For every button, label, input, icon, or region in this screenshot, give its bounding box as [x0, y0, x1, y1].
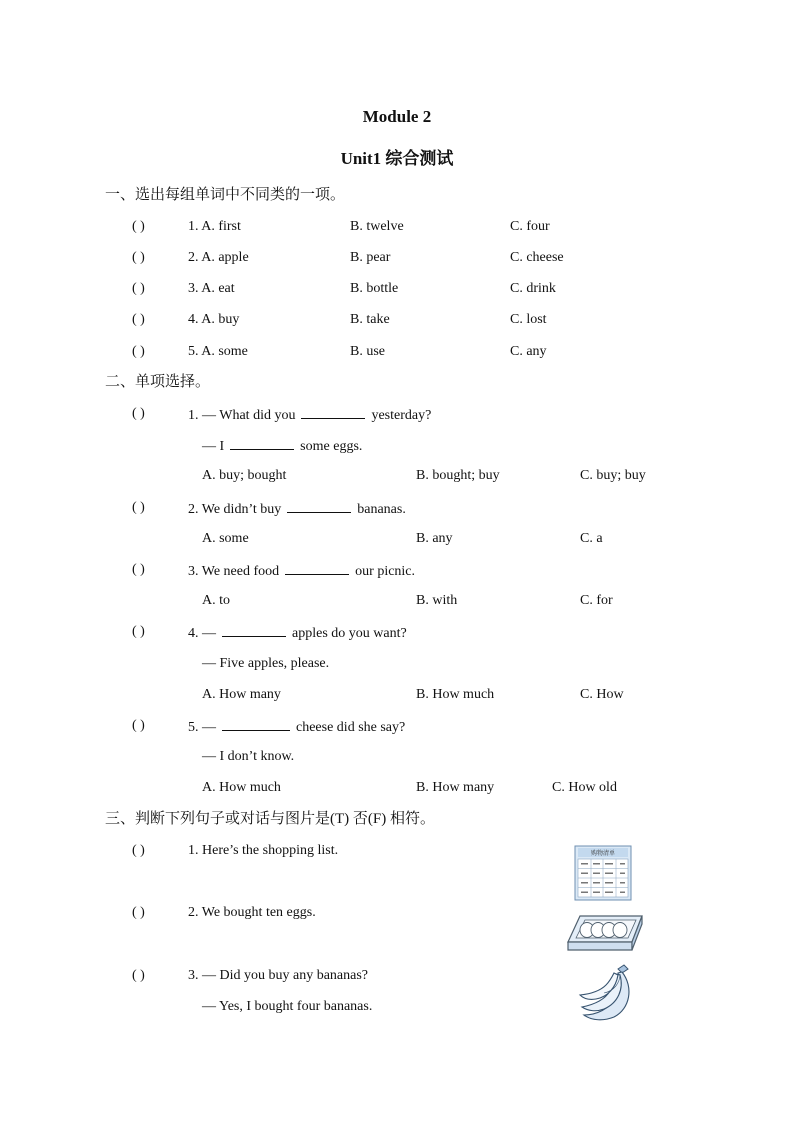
question-text: 3. We need food — [188, 564, 280, 579]
option-c: C. lost — [510, 312, 547, 327]
answer-blank[interactable] — [222, 717, 290, 731]
module-title: Module 2 — [362, 107, 432, 126]
answer-paren[interactable]: ( ) — [132, 562, 145, 577]
answer-line: — I don’t know. — [202, 749, 295, 764]
answer-paren[interactable]: ( ) — [132, 843, 145, 858]
answer-paren[interactable]: ( ) — [132, 968, 145, 983]
question-1-line2 — [202, 436, 362, 456]
question-5 — [188, 717, 405, 737]
answer-text-end: some eggs. — [300, 439, 363, 454]
option-a: A. buy; bought — [202, 468, 287, 483]
answer-blank[interactable] — [287, 499, 351, 513]
statement-line2: — Yes, I bought four bananas. — [202, 999, 373, 1014]
unit-title: Unit1 综合测试 — [340, 149, 454, 168]
egg-tray-icon — [566, 912, 646, 954]
question-text-end: our picnic. — [355, 564, 416, 579]
shopping-list-icon — [574, 845, 632, 901]
question-text: 2. We didn’t buy — [188, 502, 282, 517]
question-3 — [188, 561, 415, 581]
option-c: C. drink — [510, 281, 556, 296]
option-c: C. for — [580, 593, 613, 608]
question-text-end: bananas. — [357, 502, 406, 517]
question-text: 5. — — [188, 720, 216, 735]
option-b: B. take — [350, 312, 390, 327]
option-b: B. bought; buy — [416, 468, 500, 483]
section1-title: 一、选出每组单词中不同类的一项。 — [105, 187, 346, 203]
answer-paren[interactable]: ( ) — [132, 250, 145, 265]
option-a: A. to — [202, 593, 230, 608]
answer-paren[interactable]: ( ) — [132, 344, 145, 359]
question-text: 4. — — [188, 626, 216, 641]
section2-title: 二、单项选择。 — [105, 374, 211, 390]
question-text: 1. — What did you — [188, 408, 296, 423]
answer-line: — Five apples, please. — [202, 656, 330, 671]
option-a: 3. A. eat — [188, 281, 235, 296]
option-c: C. buy; buy — [580, 468, 646, 483]
question-text-end: yesterday? — [371, 408, 432, 423]
option-a: A. How much — [202, 780, 281, 795]
answer-paren[interactable]: ( ) — [132, 312, 145, 327]
option-a: A. How many — [202, 687, 281, 702]
statement-text: 1. Here’s the shopping list. — [188, 843, 339, 858]
option-a: 1. A. first — [188, 219, 241, 234]
statement-text: 3. — Did you buy any bananas? — [188, 968, 369, 983]
option-c: C. cheese — [510, 250, 564, 265]
answer-paren[interactable]: ( ) — [132, 905, 145, 920]
option-a: A. some — [202, 531, 249, 546]
option-b: B. How much — [416, 687, 495, 702]
option-b: B. twelve — [350, 219, 404, 234]
answer-blank[interactable] — [222, 623, 286, 637]
option-a: 5. A. some — [188, 344, 248, 359]
option-c: C. How old — [552, 780, 617, 795]
answer-blank[interactable] — [285, 561, 349, 575]
answer-paren[interactable]: ( ) — [132, 718, 145, 733]
option-b: B. pear — [350, 250, 391, 265]
option-a: 2. A. apple — [188, 250, 249, 265]
answer-blank[interactable] — [301, 405, 365, 419]
option-b: B. bottle — [350, 281, 399, 296]
option-b: B. How many — [416, 780, 495, 795]
option-c: C. any — [510, 344, 547, 359]
answer-text: — I — [202, 439, 225, 454]
option-b: B. any — [416, 531, 453, 546]
option-a: 4. A. buy — [188, 312, 240, 327]
statement-text: 2. We bought ten eggs. — [188, 905, 316, 920]
section3-title: 三、判断下列句子或对话与图片是(T) 否(F) 相符。 — [105, 811, 435, 827]
option-b: B. use — [350, 344, 385, 359]
answer-paren[interactable]: ( ) — [132, 281, 145, 296]
answer-paren[interactable]: ( ) — [132, 219, 145, 234]
question-1 — [188, 405, 431, 425]
option-c: C. four — [510, 219, 550, 234]
answer-blank[interactable] — [230, 436, 294, 450]
banana-bunch-icon — [578, 963, 636, 1023]
shopping-list-header: 购物清单 — [590, 850, 616, 857]
option-b: B. with — [416, 593, 458, 608]
question-text-end: cheese did she say? — [296, 720, 406, 735]
option-c: C. a — [580, 531, 603, 546]
answer-paren[interactable]: ( ) — [132, 406, 145, 421]
answer-paren[interactable]: ( ) — [132, 500, 145, 515]
question-4 — [188, 623, 407, 643]
option-c: C. How — [580, 687, 624, 702]
question-2 — [188, 499, 406, 519]
question-text-end: apples do you want? — [292, 626, 407, 641]
answer-paren[interactable]: ( ) — [132, 624, 145, 639]
